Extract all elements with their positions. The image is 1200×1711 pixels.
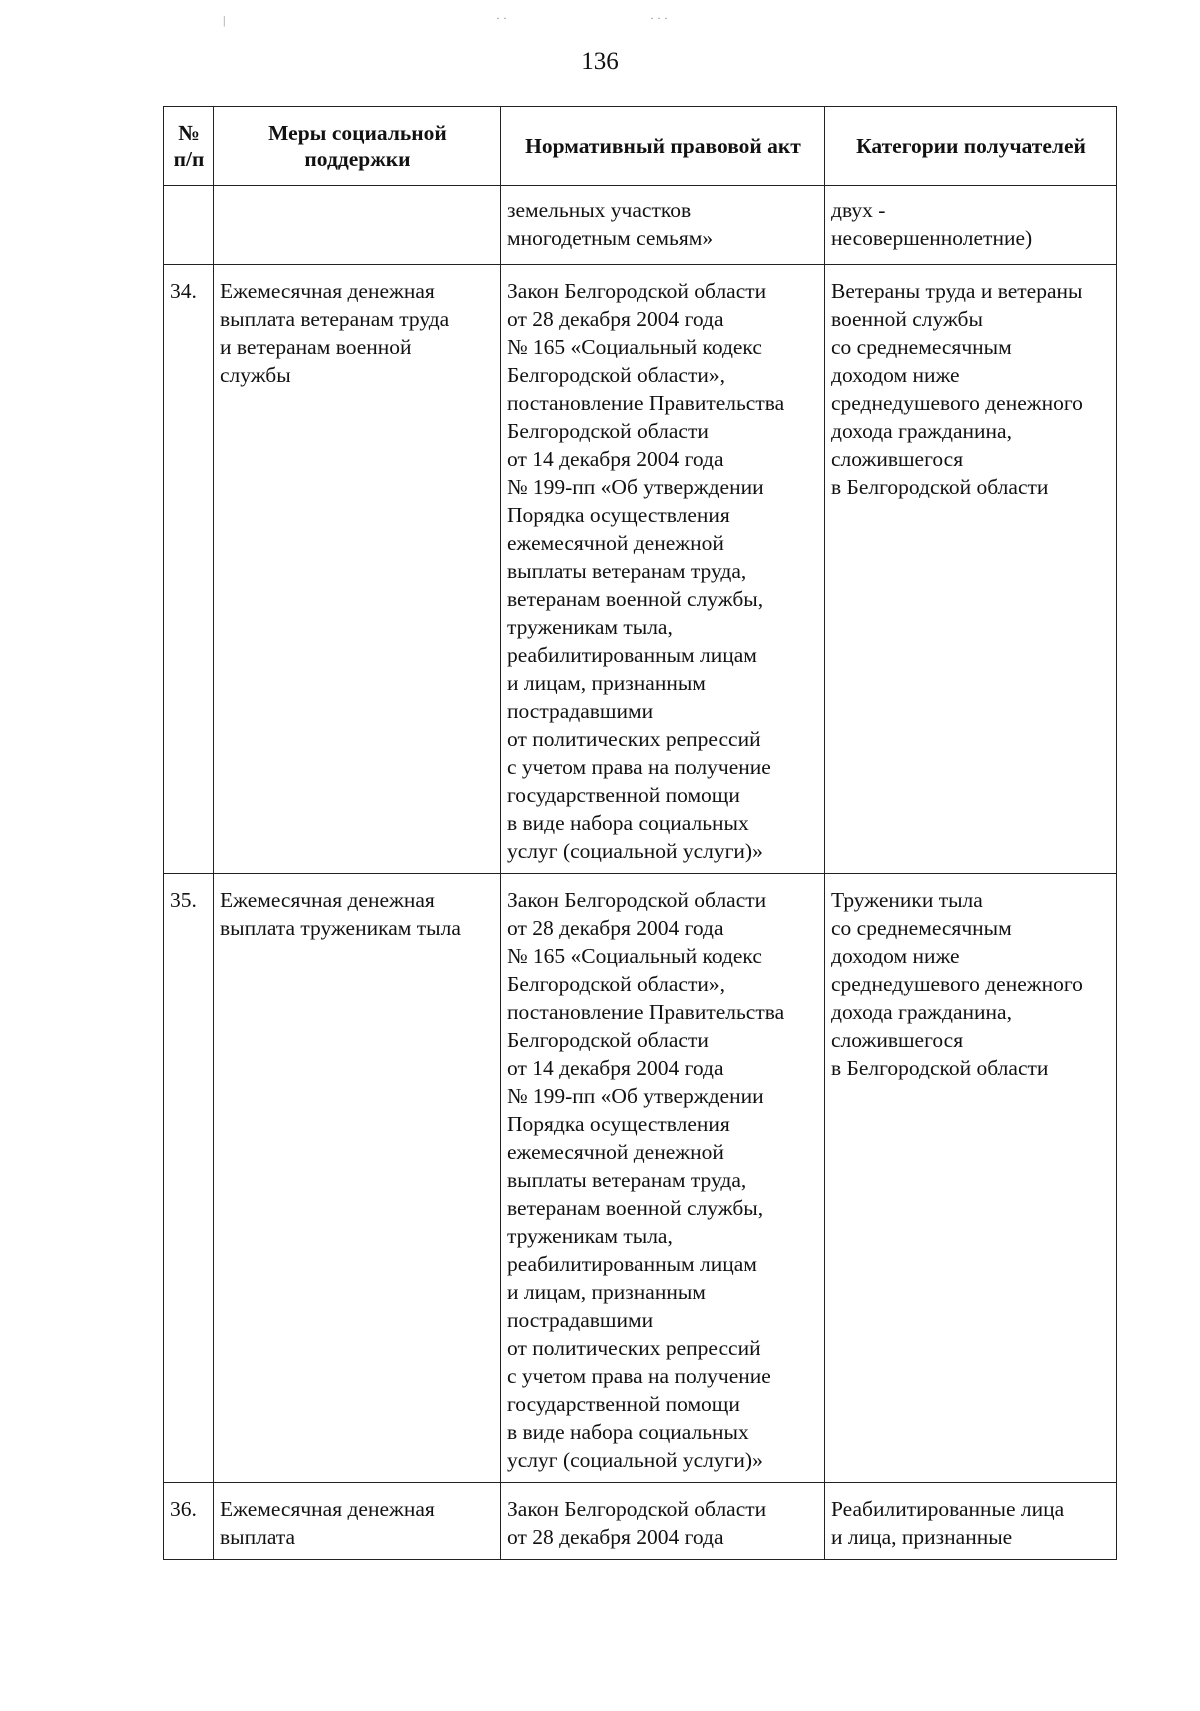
cell-category: двух - несовершеннолетние) — [825, 186, 1117, 265]
cell-number: 35. — [164, 874, 214, 1483]
table-row-continuation — [164, 186, 1117, 265]
cell-category: Ветераны труда и ветераны военной службы со среднемесячным доходом ниже среднедушевого денежного дохода гражданина, сложившегося в Белгородской области — [825, 265, 1117, 874]
table-row — [164, 874, 1117, 1483]
cell-measure — [214, 186, 501, 265]
scan-artifact: · · — [496, 11, 507, 25]
table-header-row — [164, 107, 1117, 186]
cell-number: 36. — [164, 1483, 214, 1560]
scan-artifact: · · · — [650, 11, 668, 25]
cell-legal-act: Закон Белгородской области от 28 декабря 2004 года № 165 «Социальный кодекс Белгородской области», постановление Правительства Белгородской области от 14 декабря 2004 года № 199-пп «Об утверждении Порядка осуществления ежемесячной денежной выплаты ветеранам труда, ветеранам военной службы, труженикам тыла, реабилитированным лицам и лицам, признанным пострадавшими от политических репрессий с учетом права на получение государственной помощи в виде набора социальных услуг (социальной услуги)» — [501, 265, 825, 874]
cell-category: Труженики тыла со среднемесячным доходом ниже среднедушевого денежного дохода гражданина, сложившегося в Белгородской области — [825, 874, 1117, 1483]
header-legal-act: Нормативный правовой акт — [501, 107, 825, 186]
cell-measure: Ежемесячная денежная выплата — [214, 1483, 501, 1560]
table-row — [164, 265, 1117, 874]
scan-artifact: | — [223, 13, 226, 27]
social-support-table — [163, 106, 1117, 1560]
cell-legal-act: Закон Белгородской области от 28 декабря 2004 года № 165 «Социальный кодекс Белгородской области», постановление Правительства Белгородской области от 14 декабря 2004 года № 199-пп «Об утверждении Порядка осуществления ежемесячной денежной выплаты ветеранам труда, ветеранам военной службы, труженикам тыла, реабилитированным лицам и лицам, признанным пострадавшими от политических репрессий с учетом права на получение государственной помощи в виде набора социальных услуг (социальной услуги)» — [501, 874, 825, 1483]
cell-legal-act: Закон Белгородской области от 28 декабря 2004 года — [501, 1483, 825, 1560]
cell-measure: Ежемесячная денежная выплата ветеранам труда и ветеранам военной службы — [214, 265, 501, 874]
cell-number — [164, 186, 214, 265]
cell-legal-act: земельных участков многодетным семьям» — [501, 186, 825, 265]
header-support-measures: Меры социальной поддержки — [214, 107, 501, 186]
cell-category: Реабилитированные лица и лица, признанные — [825, 1483, 1117, 1560]
page-number: 136 — [581, 48, 619, 75]
header-recipient-categories: Категории получателей — [825, 107, 1117, 186]
table-row — [164, 1483, 1117, 1560]
cell-number: 34. — [164, 265, 214, 874]
header-number: № п/п — [164, 107, 214, 186]
cell-measure: Ежемесячная денежная выплата труженикам тыла — [214, 874, 501, 1483]
